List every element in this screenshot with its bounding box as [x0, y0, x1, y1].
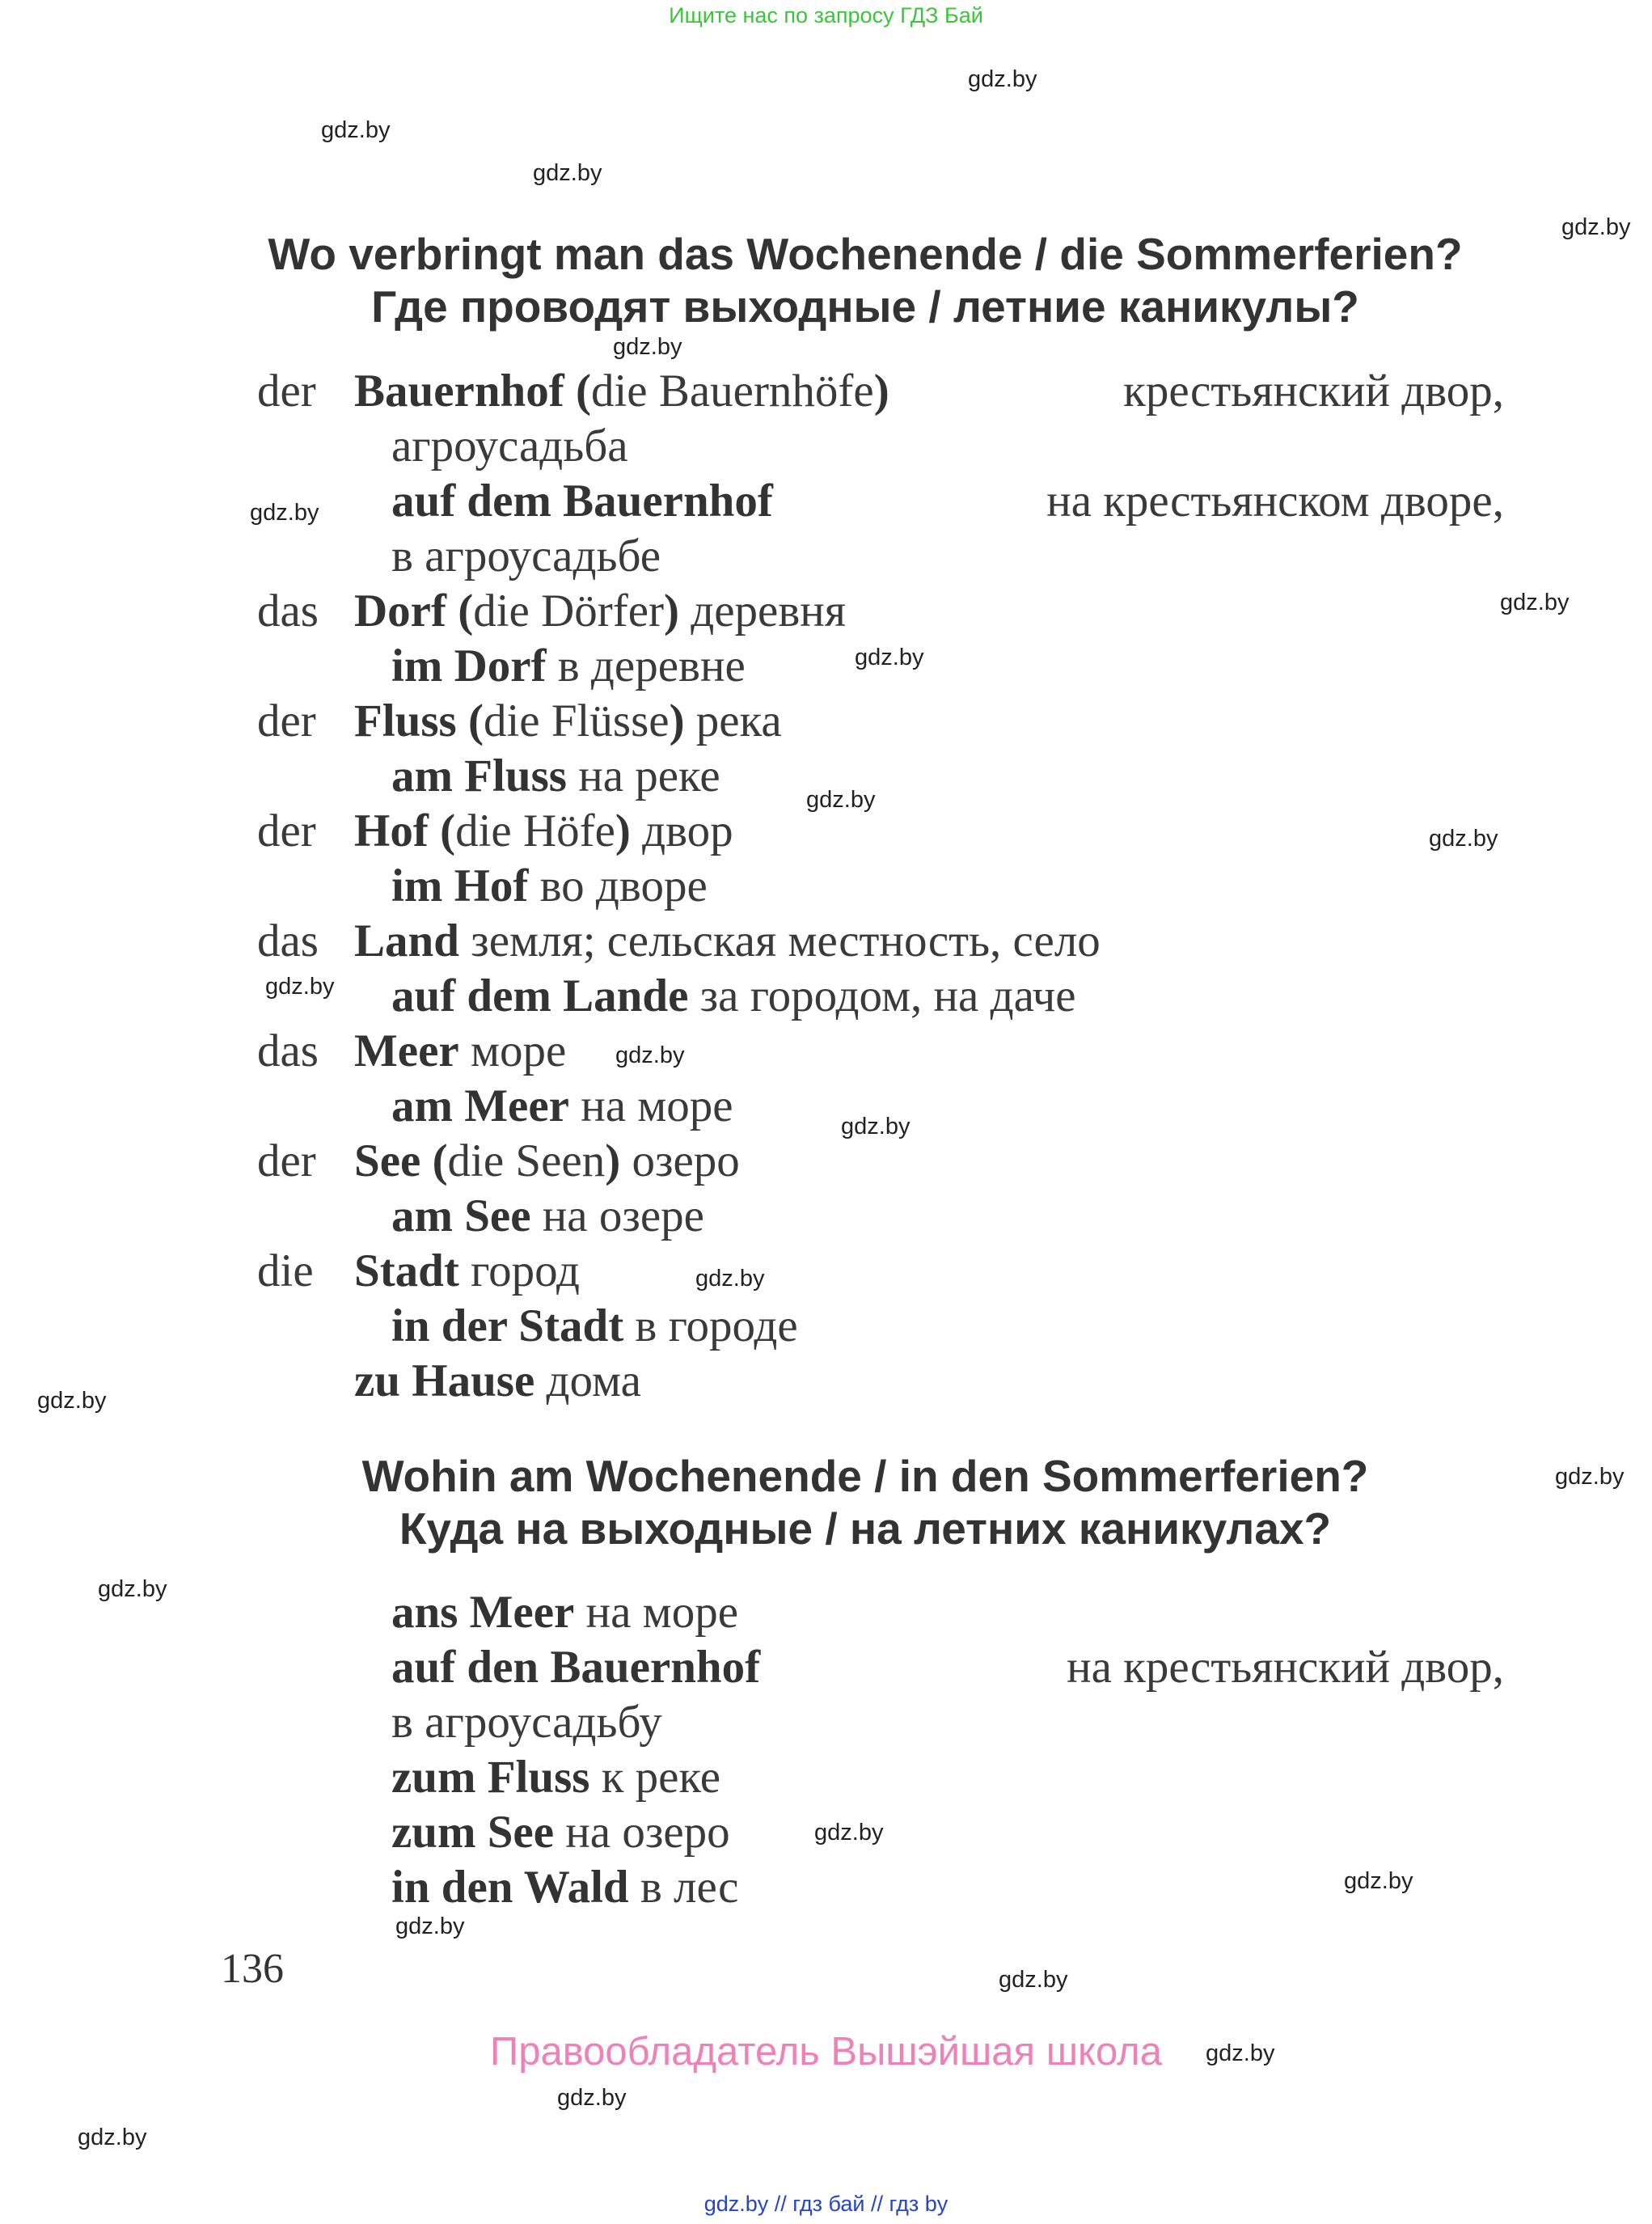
phrase: im Dorf: [391, 641, 547, 691]
article: das: [257, 586, 319, 636]
phrase: in der Stadt: [391, 1300, 624, 1351]
watermark: gdz.by: [695, 1266, 765, 1292]
paren: (: [458, 586, 474, 636]
headword: Land: [354, 915, 459, 966]
phrase-line: [391, 478, 1504, 524]
phrase-translation: к реке: [601, 1752, 721, 1803]
phrase-translation: дома: [546, 1355, 641, 1406]
phrase: zu Hause: [354, 1355, 535, 1406]
watermark: gdz.by: [1206, 2040, 1275, 2066]
translation: двор: [642, 805, 733, 856]
watermark: gdz.by: [855, 645, 924, 670]
translation: река: [695, 696, 782, 746]
watermark: gdz.by: [841, 1114, 911, 1139]
plural: die Seen: [447, 1135, 606, 1186]
watermark: gdz.by: [557, 2085, 627, 2111]
phrase-translation: во дворе: [539, 860, 708, 911]
watermark: gdz.by: [533, 160, 602, 186]
section-heading-ru: Куда на выходные / на летних каникулах?: [399, 1503, 1332, 1554]
paren: ): [605, 1135, 621, 1186]
headword: Bauernhof: [354, 366, 564, 416]
vocab-entry: [257, 1135, 740, 1186]
translation: озеро: [632, 1135, 740, 1186]
phrase-translation: на море: [585, 1587, 739, 1638]
phrase-translation-cont: в агроусадьбе: [391, 531, 661, 581]
watermark: gdz.by: [395, 1913, 465, 1939]
section-heading-de: Wohin am Wochenende / in den Sommerferien?: [361, 1451, 1369, 1501]
headword: Fluss: [354, 696, 457, 746]
phrase: am See: [391, 1190, 531, 1241]
translation: крестьянский двор,: [1123, 366, 1504, 416]
watermark: gdz.by: [321, 117, 391, 143]
article: die: [257, 1245, 314, 1296]
translation-cont: агроусадьба: [391, 421, 628, 471]
vocab-entry: [257, 368, 1504, 414]
watermark: gdz.by: [37, 1388, 107, 1414]
phrase-translation: на море: [581, 1080, 733, 1131]
phrase: in den Wald: [391, 1862, 629, 1913]
watermark: gdz.by: [98, 1576, 167, 1602]
paren: (: [467, 696, 484, 746]
phrase-line: [391, 1862, 739, 1913]
article: der: [257, 1135, 316, 1186]
phrase-line: [391, 750, 720, 801]
section-heading-de: Wo verbringt man das Wochenende / die Sommerferien?: [268, 229, 1463, 279]
phrase: auf den Bauernhof: [391, 1642, 761, 1693]
vocab-entry: [257, 1245, 580, 1296]
translation: море: [470, 1025, 567, 1076]
translation: земля; сельская местность, село: [471, 915, 1101, 966]
vocab-entry: [257, 915, 1101, 966]
paren: (: [575, 366, 591, 416]
phrase: zum Fluss: [391, 1752, 590, 1803]
phrase-translation: в лес: [640, 1862, 739, 1913]
article: das: [257, 915, 319, 966]
watermark: gdz.by: [999, 1967, 1068, 1993]
phrase-translation: в городе: [635, 1300, 798, 1351]
top-banner: Ищите нас по запросу ГДЗ Бай: [669, 3, 983, 27]
phrase-translation: на реке: [578, 750, 720, 801]
phrase: auf dem Bauernhof: [391, 476, 773, 526]
vocab-entry: [257, 1025, 567, 1076]
article: das: [257, 1025, 319, 1076]
vocab-entry: [257, 588, 846, 634]
plural: die Dörfer: [473, 586, 664, 636]
phrase-line: [391, 1807, 730, 1858]
translation: город: [471, 1245, 580, 1296]
watermark: gdz.by: [814, 1820, 884, 1846]
phrase-translation: на озере: [542, 1190, 704, 1241]
headword: Hof: [354, 805, 429, 856]
headword: See: [354, 1135, 421, 1186]
phrase: ans Meer: [391, 1587, 575, 1638]
watermark: gdz.by: [1344, 1868, 1413, 1894]
watermark: gdz.by: [968, 66, 1037, 92]
phrase: auf dem Lande: [391, 970, 689, 1021]
article: der: [257, 805, 316, 856]
watermark: gdz.by: [613, 334, 682, 360]
phrase-translation: в деревне: [557, 641, 746, 691]
plural: die Höfe: [455, 805, 615, 856]
phrase-line: [391, 970, 1076, 1021]
phrase-translation: на озеро: [565, 1807, 730, 1858]
phrase-translation: на крестьянский двор,: [1067, 1642, 1504, 1693]
phrase-line: [391, 1190, 704, 1241]
phrase: im Hof: [391, 860, 529, 911]
watermark: gdz.by: [78, 2125, 147, 2150]
footer-links[interactable]: gdz.by // гдз бай // гдз by: [703, 2192, 949, 2216]
phrase-line: [391, 643, 746, 689]
phrase-line: [391, 1642, 1504, 1693]
watermark: gdz.by: [615, 1042, 685, 1068]
phrase-line: [391, 1752, 721, 1803]
paren: (: [432, 1135, 448, 1186]
copyright-notice: Правообладатель Вышэйшая школа: [489, 2030, 1163, 2074]
paren: ): [669, 696, 685, 746]
phrase-line: [354, 1355, 641, 1406]
vocab-entry: [257, 805, 733, 856]
paren: (: [440, 805, 456, 856]
paren: ): [873, 366, 889, 416]
headword: Dorf: [354, 586, 446, 636]
paren: ): [615, 805, 631, 856]
phrase-line: [391, 860, 708, 911]
phrase: am Fluss: [391, 750, 567, 801]
watermark: gdz.by: [1429, 826, 1498, 852]
section-heading-ru: Где проводят выходные / летние каникулы?: [371, 281, 1359, 332]
plural: die Flüsse: [483, 696, 670, 746]
headword: Stadt: [354, 1245, 459, 1296]
phrase: zum See: [391, 1807, 555, 1858]
translation: деревня: [691, 586, 846, 636]
phrase-line: [391, 1587, 739, 1638]
page-number: 136: [221, 1946, 284, 1992]
watermark: gdz.by: [1561, 214, 1631, 240]
phrase-line: [391, 1080, 733, 1131]
paren: ): [663, 586, 679, 636]
phrase-translation: на крестьянском дворе,: [1046, 476, 1504, 526]
phrase-translation: за городом, на даче: [699, 970, 1076, 1021]
watermark: gdz.by: [250, 500, 319, 526]
article: der: [257, 366, 316, 416]
phrase-line: [391, 1300, 798, 1351]
plural: die Bauernhöfe: [590, 366, 874, 416]
vocab-entry: [257, 698, 782, 744]
watermark: gdz.by: [806, 787, 876, 813]
watermark: gdz.by: [1500, 590, 1570, 615]
phrase-translation-cont: в агроусадьбу: [391, 1697, 662, 1748]
watermark: gdz.by: [1555, 1464, 1625, 1490]
watermark: gdz.by: [265, 974, 335, 1000]
headword: Meer: [354, 1025, 459, 1076]
phrase: am Meer: [391, 1080, 569, 1131]
article: der: [257, 696, 316, 746]
